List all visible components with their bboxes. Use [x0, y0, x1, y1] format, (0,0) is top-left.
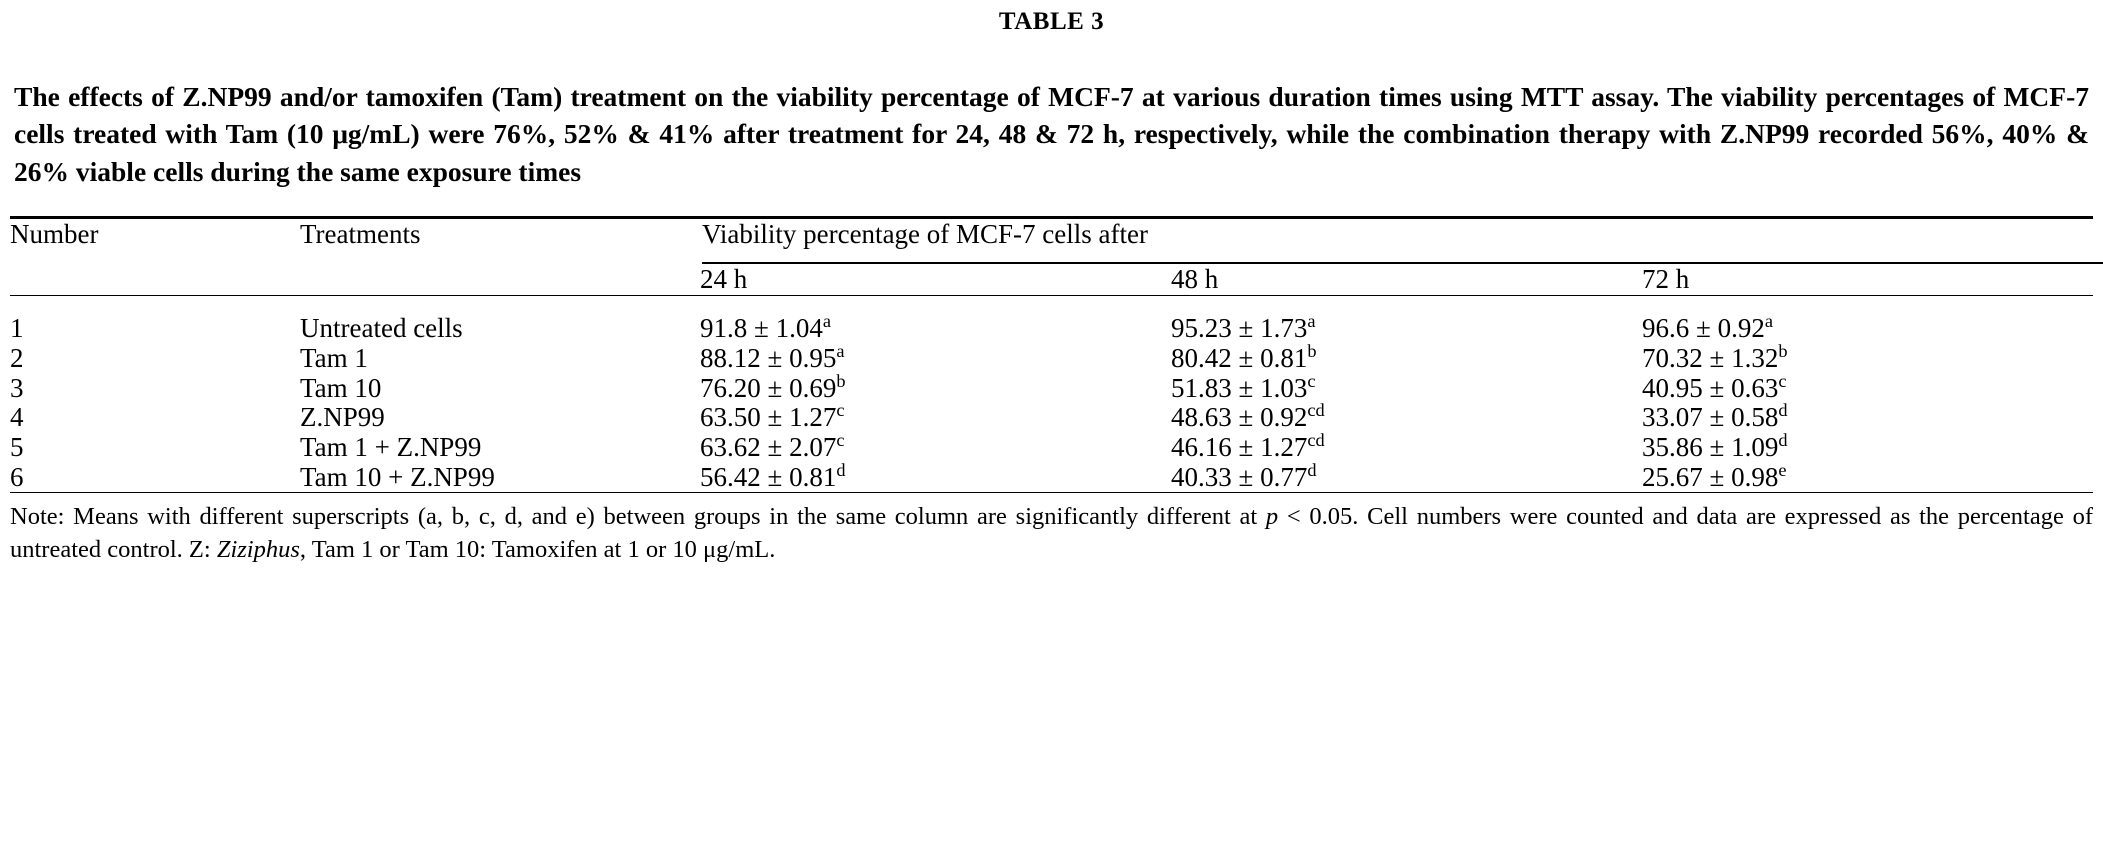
table-row — [10, 403, 2103, 433]
cell-treatment: Z.NP99 — [300, 402, 385, 433]
sup-72h: e — [1778, 459, 1787, 480]
cell-number: 2 — [10, 342, 24, 373]
value-72h: 70.32 ± 1.32 — [1642, 342, 1779, 373]
table-row — [10, 374, 2103, 404]
sup-48h: c — [1307, 370, 1316, 391]
sup-72h: d — [1778, 429, 1788, 450]
subheader-48h: 48 h — [1171, 264, 1219, 295]
value-48h: 51.83 ± 1.03 — [1171, 372, 1308, 403]
sup-24h: c — [836, 429, 845, 450]
value-72h: 25.67 ± 0.98 — [1642, 461, 1779, 492]
value-48h: 95.23 ± 1.73 — [1171, 313, 1308, 344]
table-row — [10, 463, 2103, 493]
table-subheader-row — [10, 264, 2103, 295]
cell-48h — [1171, 400, 1642, 433]
value-72h: 35.86 ± 1.09 — [1642, 431, 1779, 462]
table-label: TABLE 3 — [998, 8, 1105, 35]
note-italic-p: p — [1265, 503, 1279, 531]
viability-table-body — [10, 296, 2103, 492]
sup-48h: b — [1307, 340, 1317, 361]
cell-24h — [700, 429, 1171, 463]
table-row — [10, 344, 2103, 374]
sup-48h: cd — [1307, 400, 1325, 421]
table-row — [10, 433, 2103, 463]
value-48h: 40.33 ± 0.77 — [1171, 461, 1308, 492]
cell-treatment: Tam 1 + Z.NP99 — [300, 431, 482, 462]
table-body — [10, 296, 2103, 492]
table-row — [10, 296, 2103, 344]
sup-72h: b — [1778, 340, 1788, 361]
value-72h: 96.6 ± 0.92 — [1642, 313, 1765, 344]
sup-48h: cd — [1307, 429, 1325, 450]
cell-72h — [1642, 340, 2103, 374]
value-48h: 46.16 ± 1.27 — [1171, 431, 1308, 462]
value-72h: 40.95 ± 0.63 — [1642, 372, 1779, 403]
value-24h: 88.12 ± 0.95 — [700, 342, 837, 373]
cell-number: 6 — [10, 461, 24, 492]
table-caption: The effects of Z.NP99 and/or tamoxifen (Tam) treatment on the viability percentage of MCF-7 at various duration times using MTT assay. The viability percentages of MCF-7 cells treated with Tam (10 μg/mL) were 76%, 52% & 41% after treatment for 24, 48 & 72 h, respectively, while the combination therapy with Z.NP99 recorded 56%, 40% & 26% viable cells during the same exposure times — [14, 81, 2089, 187]
value-48h: 48.63 ± 0.92 — [1171, 402, 1308, 433]
cell-48h — [1171, 370, 1642, 404]
sup-72h: d — [1778, 400, 1788, 421]
header-group-viability — [700, 219, 2103, 264]
sup-24h: a — [822, 311, 831, 332]
cell-48h — [1171, 429, 1642, 463]
header-group-label: Viability percentage of MCF-7 cells after — [702, 219, 2103, 264]
subheader-blank-treatments — [300, 264, 700, 295]
cell-72h — [1642, 400, 2103, 433]
value-24h: 63.50 ± 1.27 — [700, 402, 837, 433]
cell-48h — [1171, 296, 1642, 344]
cell-number: 5 — [10, 431, 24, 462]
cell-24h — [700, 296, 1171, 344]
value-48h: 80.42 ± 0.81 — [1171, 342, 1308, 373]
cell-72h — [1642, 296, 2103, 344]
sup-48h: d — [1307, 459, 1317, 480]
subheader-24h: 24 h — [700, 264, 748, 295]
cell-number: 3 — [10, 372, 24, 403]
cell-48h — [1171, 340, 1642, 374]
header-treatments: Treatments — [300, 219, 421, 250]
sup-48h: a — [1307, 311, 1316, 332]
value-24h: 91.8 ± 1.04 — [700, 313, 823, 344]
cell-treatment: Tam 10 + Z.NP99 — [300, 461, 495, 492]
table-note — [10, 493, 2093, 567]
subheader-blank-number — [10, 264, 300, 295]
table-header-row — [10, 219, 2103, 264]
sup-72h: c — [1778, 370, 1787, 391]
note-part1: Note: Means with different superscripts (a, b, c, d, and e) between groups in the same column are significantly different at — [10, 503, 1266, 531]
value-72h: 33.07 ± 0.58 — [1642, 402, 1779, 433]
cell-24h — [700, 459, 1171, 493]
cell-24h — [700, 370, 1171, 404]
sup-24h: a — [836, 340, 845, 361]
sup-72h: a — [1764, 311, 1773, 332]
cell-treatment: Tam 10 — [300, 372, 382, 403]
sup-24h: c — [836, 400, 845, 421]
value-24h: 76.20 ± 0.69 — [700, 372, 837, 403]
cell-72h — [1642, 370, 2103, 404]
sup-24h: b — [836, 370, 846, 391]
sup-24h: d — [836, 459, 846, 480]
cell-24h — [700, 340, 1171, 374]
cell-48h — [1171, 459, 1642, 493]
note-italic-ziziphus: Ziziphus — [216, 536, 300, 564]
cell-treatment: Tam 1 — [300, 342, 368, 373]
viability-table — [10, 219, 2103, 295]
value-24h: 63.62 ± 2.07 — [700, 431, 837, 462]
table-head — [10, 219, 2103, 295]
cell-24h — [700, 400, 1171, 433]
cell-number: 4 — [10, 402, 24, 433]
header-number: Number — [10, 219, 99, 250]
note-part3: , Tam 1 or Tam 10: Tamoxifen at 1 or 10 μg/mL. — [299, 536, 776, 564]
cell-number: 1 — [10, 313, 24, 344]
cell-treatment: Untreated cells — [300, 313, 463, 344]
note-part2: < 0.05. Cell numbers were counted and data are expressed as the percentage of untreated control. Z: — [10, 503, 2094, 564]
subheader-72h: 72 h — [1642, 264, 1690, 295]
cell-72h — [1642, 429, 2103, 463]
cell-72h — [1642, 459, 2103, 493]
value-24h: 56.42 ± 0.81 — [700, 461, 837, 492]
